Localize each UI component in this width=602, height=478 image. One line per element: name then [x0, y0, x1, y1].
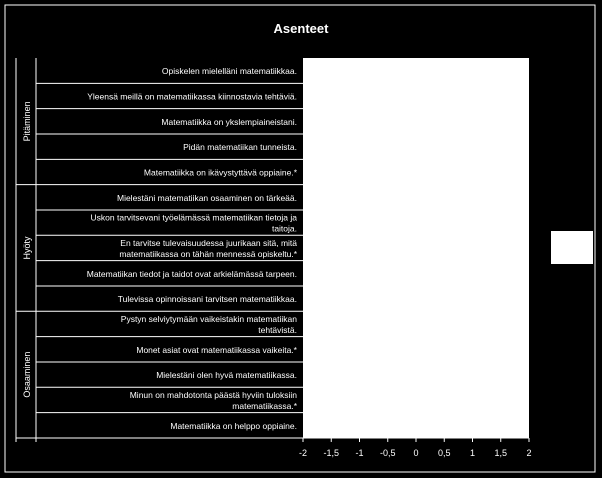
- x-tick-label: 0: [413, 447, 419, 458]
- category-label: Yleensä meillä on matematiikassa kiinnostavia tehtäviä.: [87, 91, 297, 102]
- x-tick-label: 2: [526, 447, 532, 458]
- category-label: Uskon tarvitsevani työelämässä matematiikan tietoja ja: [90, 212, 297, 223]
- category-label: Matematiikka on ikävystyttävä oppiaine.*: [143, 167, 297, 178]
- category-label: Matematiikan tiedot ja taidot ovat arkielämässä tarpeen.: [86, 268, 297, 279]
- x-tick-label: 0,5: [437, 447, 451, 458]
- x-tick-label: -0,5: [379, 447, 396, 458]
- x-tick-label: -1: [355, 447, 364, 458]
- group-label: Pitäminen: [22, 101, 32, 142]
- category-label: tehtävistä.: [258, 324, 297, 335]
- category-label: Pidän matematiikan tunneista.: [183, 142, 297, 153]
- category-label: matematiikassa.*: [232, 400, 297, 411]
- legend-box: [551, 231, 593, 264]
- group-label: Hyöty: [22, 236, 32, 260]
- category-label: Mielestäni olen hyvä matematiikassa.: [156, 370, 297, 381]
- plot-area: [303, 58, 529, 438]
- category-label: En tarvitse tulevaisuudessa juurikaan sitä, mitä: [120, 237, 297, 248]
- group-label: Osaaminen: [22, 351, 32, 398]
- category-label: matematiikassa on tähän mennessä opiskeltu.*: [119, 248, 297, 259]
- chart-title: Asenteet: [273, 21, 329, 36]
- x-tick-label: 1: [469, 447, 476, 458]
- category-label: taitoja.: [271, 223, 297, 234]
- category-label: Monet asiat ovat matematiikassa vaikeita.*: [136, 344, 297, 355]
- category-label: Pystyn selviytymään vaikeistakin matematiikan: [120, 313, 297, 324]
- x-tick-label: 1,5: [494, 447, 508, 458]
- category-label: Minun on mahdotonta päästä hyviin tuloksiin: [129, 389, 297, 400]
- category-label: Matematiikka on helppo oppiaine.: [170, 420, 297, 431]
- x-tick-label: -1,5: [323, 447, 340, 458]
- category-label: Mielestäni matematiikan osaaminen on tärkeää.: [116, 192, 297, 203]
- category-label: Tulevissa opinnoissani tarvitsen matematiikkaa.: [117, 294, 297, 305]
- category-label: Matematiikka on ykslempiaineistani.: [161, 116, 297, 127]
- category-label: Opiskelen mielelläni matematiikkaa.: [161, 66, 297, 77]
- x-tick-label: -2: [298, 447, 308, 458]
